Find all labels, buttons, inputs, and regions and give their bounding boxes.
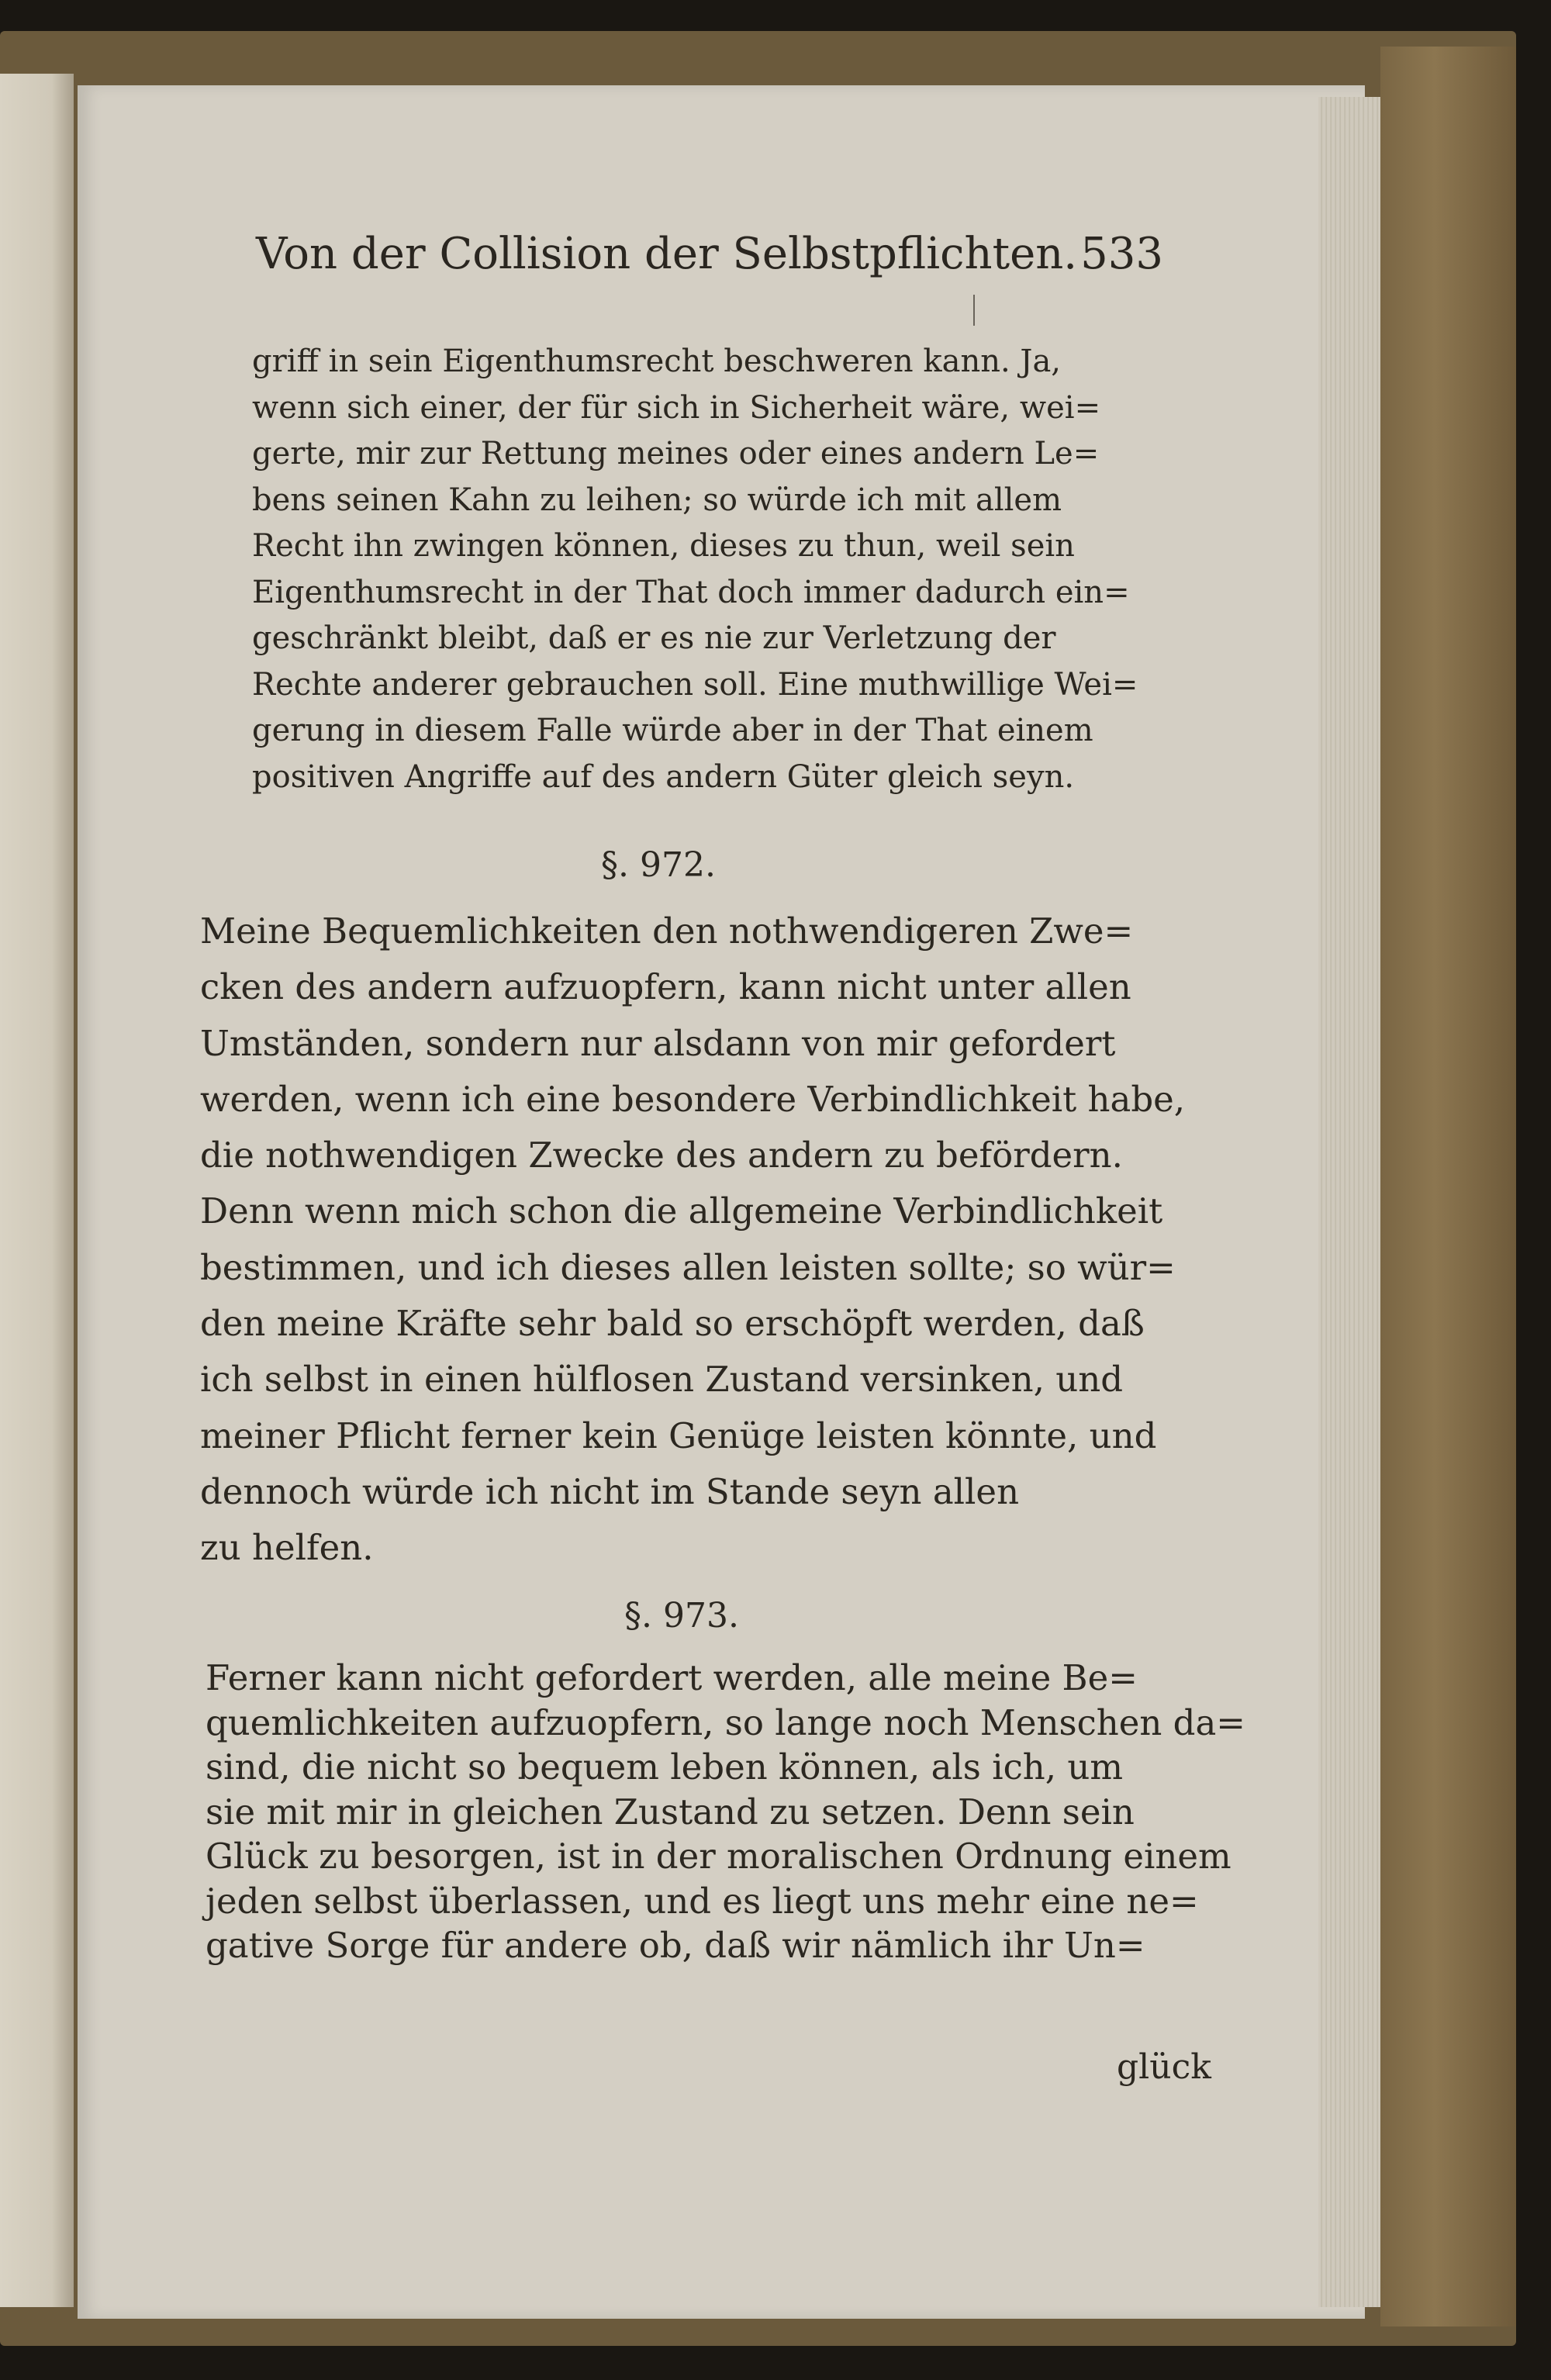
- text-line: gative Sorge für andere ob, daß wir nämlich ihr Un=: [206, 1925, 1145, 1966]
- text-line: sie mit mir in gleichen Zustand zu setzen. Denn sein: [206, 1791, 1135, 1832]
- text-line: bens seinen Kahn zu leihen; so würde ich mit allem: [252, 482, 1062, 518]
- text-line: Glück zu besorgen, ist in der moralischen Ordnung einem: [206, 1836, 1231, 1877]
- left-page-edge: [0, 74, 74, 2307]
- text-line: jeden selbst überlassen, und es liegt uns mehr eine ne=: [206, 1880, 1199, 1922]
- text-line: meiner Pflicht ferner kein Genüge leisten könnte, und: [200, 1415, 1157, 1456]
- text-line: Umständen, sondern nur alsdann von mir gefordert: [200, 1022, 1116, 1064]
- text-line: die nothwendigen Zwecke des andern zu befördern.: [200, 1135, 1123, 1176]
- text-line: Eigenthumsrecht in der That doch immer dadurch ein=: [252, 574, 1130, 610]
- text-line: positiven Angriffe auf des andern Güter gleich seyn.: [252, 758, 1075, 795]
- section-973-body: [206, 1656, 1246, 1968]
- section-972-body: [200, 903, 1200, 1577]
- text-line: quemlichkeiten aufzuopfern, so lange noch Menschen da=: [206, 1701, 1246, 1743]
- paragraph-continued: [252, 339, 1175, 800]
- text-line: geschränkt bleibt, daß er es nie zur Verletzung der: [252, 620, 1056, 656]
- text-line: cken des andern aufzuopfern, kann nicht unter allen: [200, 966, 1131, 1008]
- page-header: [256, 229, 1163, 299]
- page-stack-edge: [1318, 97, 1380, 2307]
- text-line: sind, die nicht so bequem leben können, als ich, um: [206, 1746, 1124, 1788]
- text-line: Meine Bequemlichkeiten den nothwendigeren Zwe=: [200, 910, 1134, 952]
- text-line: ich selbst in einen hülflosen Zustand versinken, und: [200, 1359, 1123, 1401]
- text-line: gerte, mir zur Rettung meines oder eines andern Le=: [252, 436, 1100, 472]
- text-line: griff in sein Eigenthumsrecht beschweren kann. Ja,: [252, 344, 1062, 379]
- running-title: Von der Collision der Selbstpflichten.: [256, 229, 1078, 279]
- text-line: den meine Kräfte sehr bald so erschöpft werden, daß: [200, 1303, 1145, 1345]
- text-line: zu helfen.: [200, 1527, 374, 1569]
- text-line: werden, wenn ich eine besondere Verbindlichkeit habe,: [200, 1078, 1186, 1120]
- text-line: Denn wenn mich schon die allgemeine Verbindlichkeit: [200, 1190, 1163, 1232]
- text-line: wenn sich einer, der für sich in Sicherheit wäre, wei=: [252, 389, 1101, 426]
- page-number: 533: [1080, 229, 1163, 279]
- text-line: Ferner kann nicht gefordert werden, alle meine Be=: [206, 1657, 1138, 1698]
- text-line: dennoch würde ich nicht im Stande seyn allen: [200, 1470, 1020, 1512]
- text-line: Rechte anderer gebrauchen soll. Eine muthwillige Wei=: [252, 666, 1138, 703]
- text-line: gerung in diesem Falle würde aber in der That einem: [252, 713, 1093, 748]
- ink-mark: [973, 295, 975, 326]
- text-line: bestimmen, und ich dieses allen leisten sollte; so wür=: [200, 1246, 1176, 1288]
- section-heading-973: §. 973.: [624, 1596, 739, 1636]
- text-line: Recht ihn zwingen können, dieses zu thun, weil sein: [252, 528, 1075, 564]
- section-heading-972: §. 972.: [601, 845, 716, 885]
- book-cover-edge: [1380, 47, 1516, 2326]
- catchword: glück: [1117, 2047, 1211, 2087]
